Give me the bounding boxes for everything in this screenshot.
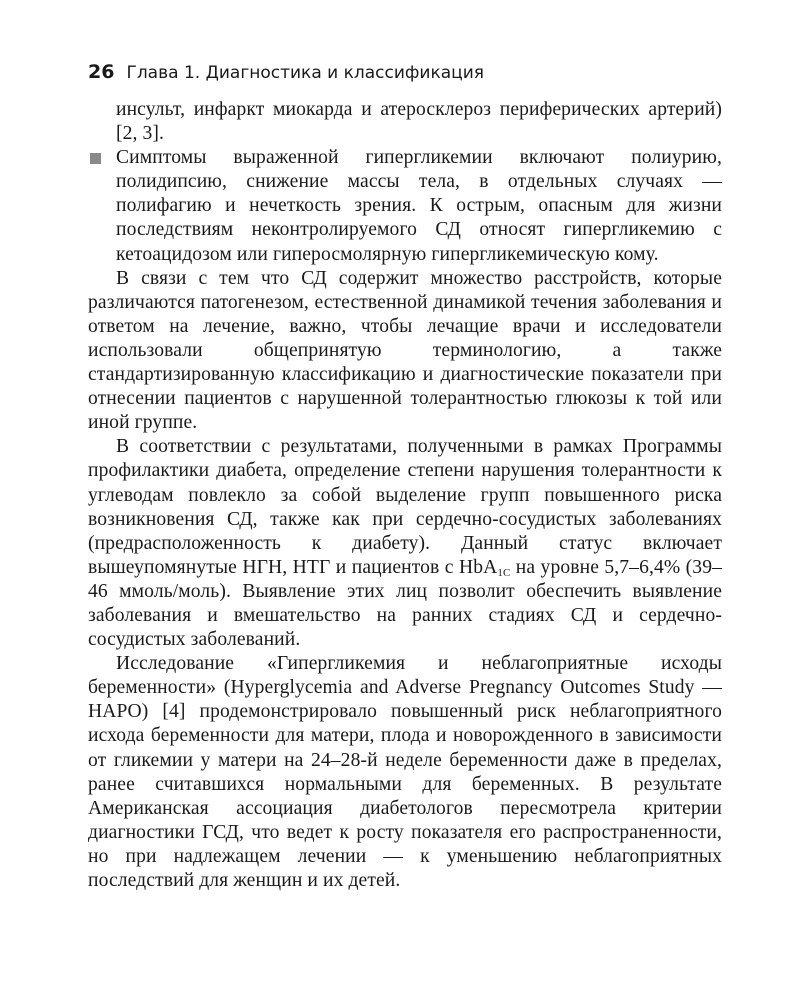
bullet-item-text: Симптомы выраженной гипергликемии включают полиурию, полидипсию, снижение массы тела, в отдельных случаях — полифагию и нечеткость зрения. К острым, опасным для жизни последствиям неконтролируемого СД относят гипергликемию с кетоацидозом или гиперосмолярную гипергликемическую кому. (116, 147, 722, 265)
running-head (88, 60, 484, 85)
page-number: 26 (88, 61, 115, 83)
body-text (88, 98, 722, 893)
paragraph-prediabetes (88, 435, 722, 652)
bullet-list-item (88, 146, 722, 266)
paragraph-prediabetes-text-start: В соответствии с результатами, полученными в рамках Программы профилактики диабета, определение степени нарушения толерантности к углеводам повлекло за собой выделение групп повышенного риска возникновения СД, также как при сердечно-сосудистых заболеваниях (предрасположенность к диабету). Данный статус включает вышеупомянутые НГН, НТГ и пациентов с HbA (88, 436, 722, 578)
paragraph-classification: В связи с тем что СД содержит множество расстройств, которые различаются патогенезом, естественной динамикой течения заболевания и ответом на лечение, важно, чтобы лечащие врачи и исследователи использовали общепринятую терминологию, а также стандартизированную классификацию и диагностические показатели при отнесении пациентов с нарушенной толерантностью глюкозы к той или иной группе. (88, 267, 722, 434)
paragraph-prediabetes-text-end: на уровне 5,7–6,4% (39–46 ммоль/моль). Выявление этих лиц позволит обеспечить выявление заболевания и вмешательство на ранних стадиях СД и сердечно-сосудистых заболеваний. (88, 556, 722, 651)
square-bullet-icon (90, 153, 101, 164)
paragraph-hapo-study: Исследование «Гипергликемия и неблагоприятные исходы беременности» (Hyperglycemia and Adverse Pregnancy Outcomes Study — HAPO) [4] продемонстрировало повышенный риск неблагоприятного исхода беременности для матери, плода и новорожденного в зависимости от гликемии у матери на 24–28-й неделе беременности даже в пределах, ранее считавшихся нормальными для беременных. В результате Американская ассоциация диабетологов пересмотрела критерии диагностики ГСД, что ведет к росту показателя его распространенности, но при надлежащем лечении — к уменьшению неблагоприятных последствий для женщин и их детей. (88, 653, 722, 891)
hba1c-subscript: 1C (497, 566, 511, 579)
continued-list-item: инсульт, инфаркт миокарда и атеросклероз периферических артерий) [2, 3]. (116, 99, 722, 145)
chapter-title: Глава 1. Диагностика и классификация (126, 63, 485, 83)
